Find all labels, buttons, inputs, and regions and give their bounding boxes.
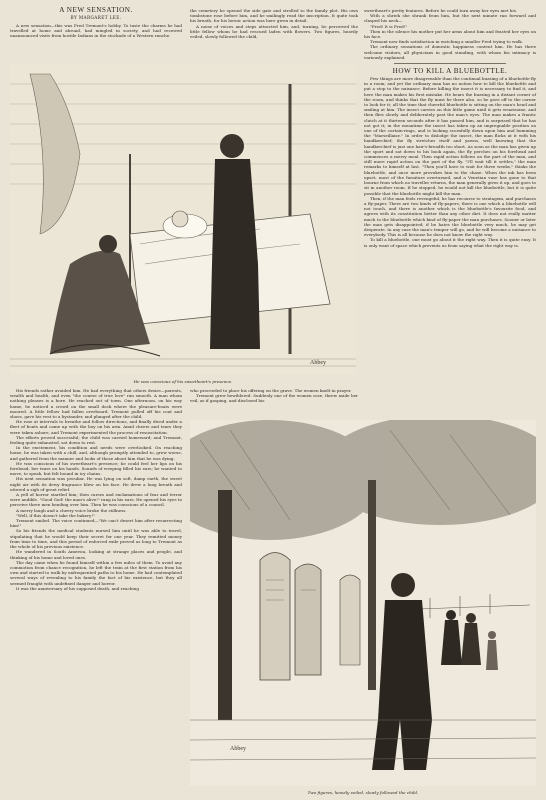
paragraph: He rose at intervals to breathe and follow directions, and finally dived under a fleet of boats and came up with the boy on his arm. Amid cheers and tears they were taken ashore, and Tremont experimented the process of resuscitation. — [10, 419, 182, 435]
illustration-caption: He was conscious of his sweetheart's presence. — [133, 379, 233, 384]
cemetery-engraving — [190, 420, 536, 786]
deathbed-engraving — [10, 64, 356, 374]
paragraph: A merry laugh and a cheery voice broke the stillness. — [16, 507, 127, 513]
illustration-deathbed — [10, 64, 356, 374]
paragraph: The ordinary sensations of domestic happiness content him. He has three welcome visitors, all physicians in good standing, with whom his intimacy is variously explained. — [364, 44, 536, 60]
paragraph: Tremont grew bewildered. Suddenly one of the women rose, threw aside her veil, as if gasping, and disclosed his — [190, 393, 358, 404]
paragraph: Tremont now finds satisfaction in watching a smaller Fred trying to walk. — [370, 39, 524, 45]
paragraph: sweetheart's pretty features. Before he could turn away her eyes met his. — [364, 8, 518, 13]
artist-signature: Abbey — [310, 360, 326, 366]
story-title: A NEW SENSATION. — [59, 6, 133, 14]
section-divider — [394, 63, 506, 64]
story-byline: BY MARGARET LEE. — [70, 15, 122, 20]
paragraph: "Fred! It is Fred!" — [370, 23, 408, 29]
paragraph: A new sensation—this was Fred Tremont's hobby. To taste the charms he had travelled at home and abroad, had mingled in society, and had received unannounced visits from hostile Indians in the stockade of a Western ranche. — [10, 23, 182, 39]
paragraph: A noise of voices and steps attracted him, and, turning, he perceived the little fellow whom he had rescued laden with flowers. Two figures, heavily veiled, slowly followed the child, — [190, 23, 358, 40]
paragraph: A yell of horror startled him; then curses and exclamations of fear and terror were audible. "Good God! the man's alive!" rang in his ears. He opened his eyes to perceive three men bending over him. Then he was conscious of a council. — [10, 492, 182, 508]
column-left — [10, 6, 182, 39]
paragraph: who proceeded to place his offering on the grave. The women knelt in prayer. — [190, 388, 352, 393]
artist-signature: Abbey — [230, 746, 246, 752]
paragraph: In the excitement, his condition and needs were overlooked. On reaching home, he was taken with a chill, and, although promptly attended to, grew worse, and gathered from the manner and looks of those about him that he was dying. — [10, 445, 182, 461]
illustration-cemetery — [190, 420, 536, 786]
paragraph: The efforts proved successful; the child was carried homeward; and Tremont, feeling quite exhausted, sat down to rest. — [10, 434, 182, 446]
paragraph: Tremont smiled. The voice continued—"We can't desert him after resurrecting him!" — [10, 518, 182, 529]
paragraph: The day came when he found himself within a few miles of them. To avoid any commotion from chance recognition, he left the train at the first station from his own and started to walk by unfrequented paths to his home. He had contemplated several ways of revealing to his family the fact of his existence, but they all seemed fraught with undefined danger and horror. — [10, 559, 182, 586]
paragraph: So his friends the medical students nursed him until he was able to travel, stipulating that he would keep their secret for one year. They remitted money from time to time, and this period of enforced exile proved as long to Tremont as the whole of his previous existence. — [10, 528, 182, 550]
paragraph: To kill a bluebottle, one must go about it the right way. Then it is quite easy. It is only want of space which prevents us from saying what the right way is. — [364, 237, 536, 248]
paragraph: Few things are more disagreeable than the continual buzzing of a bluebottle-fly in a room; and yet the ordinary man has no notion how to kill the bluebottle and put a stop to the nuisance. Before killing the insect it is necessary to find it, and here the man makes his first mistake. He hears the buzzing in a distant corner of the room, and thinks that the fly must be there also, so he goes off to the corner to look for it; all the time that cheerful bluebottle is sitting on the man's head and smiling at him. The insect carries on this little game until it gets wearisome, and then flies slowly and deliberately past the man's eyes. The man makes a frantic clutch at it thirteen seconds after it has passed him, and is surprised that he has not got it; in the meantime the insect has taken up an impregnable position on one of the curtain-rings, and is looking scornfully down upon him and humming the "Marseillaise." In order to dislodge the insect, the man flicks at it with his handkerchief; the fly stretches itself and yawns, well knowing that the handkerchief is just one hair's-breadth too short. As soon as the man has given up the sport and sat down to his book again, the fly perches on his forehead and commences a merry meal. Then rapid action follows on the part of the man, and still more rapid action on the part of the fly. "I'll wait till it settles," the man remarks to himself at last. "Then you'll have to wait for three weeks," thinks the bluebottle, and once more provokes him to the chase. When the ink has been upset, most of the furniture overturned, and a Venetian vase has gone to that bourne from which no traveller returns, the man generally gives it up, and goes to sit in another room. If he stopped, he would not kill the bluebottle, but it is quite possible that the bluebottle might kill the man. — [364, 76, 536, 196]
paragraph: With a shriek she shrank from him, but the next minute ran forward and clasped his neck— — [364, 13, 536, 24]
paragraph: Then in the silence his mother put her arms about him and feasted her eyes on his face. — [364, 28, 536, 40]
paragraph: Then, if the man feels revengeful, he has recourse to stratagem, and purchases a fly-paper. There are two kinds of fly-papers; there is one which a bluebottle will not touch, and there is another which is the bluebottle's favourite food, and agrees with its constitution better than any other diet. It does not really matter much to the bluebottle which kind of fly-paper the man purchases. Sooner or later the man gets disappointed; if he hates the bluebottle very much, he may get desperate. In any case the man's temper will go, and he will become a nuisance to everybody. This is all because he does not know the right way. — [364, 195, 536, 238]
paragraph: the cemetery he opened the side gate and strolled to the family plot. His own tombstone rose before him, and he smilingly read the inscription. It quite took his breath, for his heroic action was here given in detail. — [190, 8, 358, 24]
paragraph: His friends rather avoided him. He had everything that others desire—parents, wealth and health, and even "the course of true love" ran smooth. A man whom nothing pleases is a bore. He reached out of town. One afternoon, on his way home, he noticed a crowd on the small dock where the pleasure-boats were moored. A little fellow had fallen overboard. Tremont pulled off his coat and shoes, gave his vest to a bystander, and plunged after the child. — [10, 388, 182, 420]
column-left-bottom — [10, 388, 182, 591]
paragraph: "Well, if this doesn't take the bakery!" — [16, 512, 95, 518]
paragraph: He wandered in South America, looking at strange places and people, and thinking of his home and loved ones. — [10, 549, 182, 560]
column-middle-mid — [190, 388, 358, 404]
story-title: HOW TO KILL A BLUEBOTTLE. — [392, 67, 508, 76]
illustration-caption: Two figures, heavily veiled, slowly followed the child. — [307, 790, 419, 795]
column-middle-top — [190, 8, 358, 39]
paragraph: He was conscious of his sweetheart's presence; he could feel her lips on his forehead, her tears on his hands. Sounds of weeping filled his ears; he wanted to move, to speak, but felt bound in icy chains. — [10, 460, 182, 477]
paragraph: His next sensation was peculiar. He was lying on soft, damp earth, the sweet night air with its dewy fragrance blew on his face. He drew a long breath and uttered a sigh of great relief. — [10, 476, 182, 492]
paragraph: It was the anniversary of his supposed death, and reaching — [16, 585, 139, 591]
column-right — [364, 8, 536, 248]
